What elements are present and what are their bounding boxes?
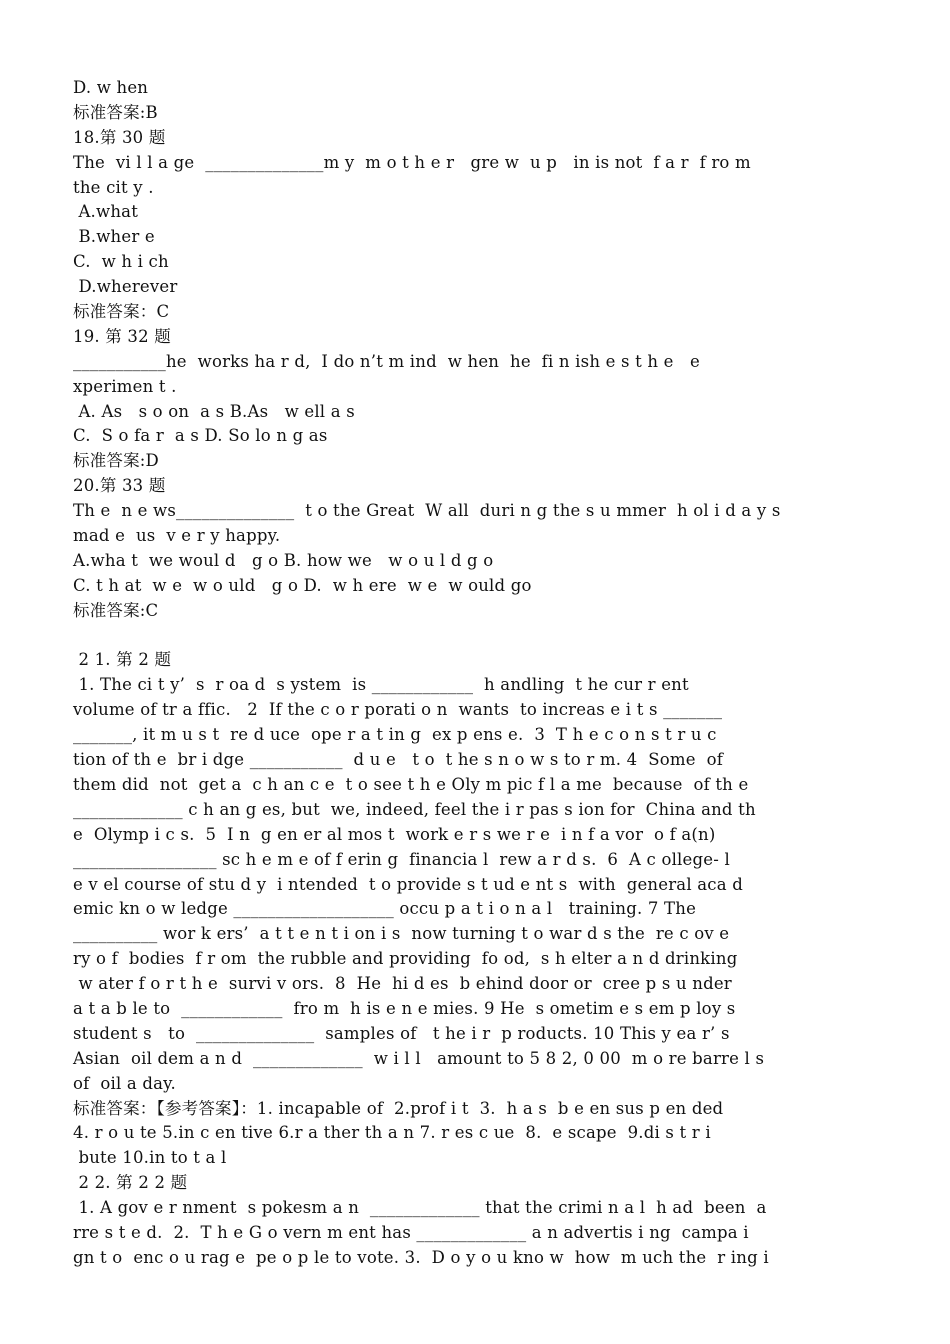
text-line: 标准答案:B	[73, 102, 158, 122]
text-line: emic kn o w ledge ___________________ occu p a t i o n a l training. 7 The	[73, 899, 697, 919]
text-line: 1. A gov e r nment s pokesm a n _____________ that the crimi n a l h ad been a	[73, 1198, 767, 1218]
text-line: 19. 第 32 题	[73, 326, 171, 346]
text-line: A. As s o on a s B.As w ell a s	[73, 401, 355, 421]
text-line: B.wher e	[73, 227, 155, 247]
text-line: e Olymp i c s. 5 I n g en er al mos t work e r s we r e i n f a vor o f a(n)	[73, 824, 716, 844]
document-page	[73, 76, 881, 1271]
text-line: 2 1. 第 2 题	[73, 650, 172, 670]
text-line: mad e us v e r y happy.	[73, 526, 281, 546]
text-line: 标准答案：C	[73, 302, 170, 322]
text-line: The vi l l a ge ______________m y m o t h e r gre w u p in is not f a r f ro m	[73, 152, 751, 172]
text-line: 2 2. 第 2 2 题	[73, 1173, 188, 1193]
text-line: C. S o fa r a s D. So lo n g as	[73, 426, 328, 446]
text-line: ___________he works ha r d, I do n’t m ind w hen he fi n ish e s t h e e	[73, 351, 700, 371]
text-line: Th e n e ws______________ t o the Great W all duri n g the s u mmer h ol i d a y s	[73, 501, 781, 521]
text-line: tion of th e br i dge ___________ d u e t o t he s n o w s to r m. 4 Some of	[73, 750, 724, 770]
text-line: A.wha t we woul d g o B. how we w o u l d g o	[73, 550, 494, 570]
text-line: the cit y .	[73, 177, 154, 197]
text-line: rre s t e d. 2. T h e G o vern m ent has _____________ a n advertis i ng campa i	[73, 1222, 749, 1242]
text-line: volume of tr a ffic. 2 If the c o r porati o n wants to increas e i t s _______	[73, 700, 723, 720]
text-line: of oil a day.	[73, 1073, 176, 1093]
text-line	[73, 624, 881, 649]
text-line: C. w h i ch	[73, 252, 169, 272]
text-line: bute 10.in to t a l	[73, 1148, 227, 1168]
text-line: 4. r o u te 5.in c en tive 6.r a ther th a n 7. r es c ue 8. e scape 9.di s t r i	[73, 1123, 711, 1143]
text-line: 1. The ci t y’ s r oa d s ystem is ____________ h andling t he cur r ent	[73, 675, 689, 695]
text-line: 20.第 33 题	[73, 476, 166, 496]
text-line: Asian oil dem a n d _____________ w i l l amount to 5 8 2, 0 00 m o re barre l s	[73, 1048, 765, 1068]
text-line: D. w hen	[73, 78, 149, 97]
text-line: ry o f bodies f r om the rubble and providing fo od, s h elter a n d drinking	[73, 949, 738, 969]
text-line: 标准答案:C	[73, 600, 159, 620]
text-line: __________ wor k ers’ a t t e n t i on i s now turning t o war d s the re c ov e	[73, 924, 730, 944]
text-line: student s to ______________ samples of t he i r p roducts. 10 This y ea r’ s	[73, 1023, 730, 1043]
text-line: _________________ sc h e m e of f erin g financia l rew a r d s. 6 A c ollege- l	[73, 849, 730, 869]
text-line: _______, it m u s t re d uce ope r a t in g ex p ens e. 3 T h e c o n s t r u c	[73, 725, 717, 745]
text-line: 18.第 30 题	[73, 127, 166, 147]
text-line: 标准答案:D	[73, 451, 159, 471]
text-line: C. t h at w e w o uld g o D. w h ere w e w ould go	[73, 575, 532, 595]
text-line: A.what	[73, 202, 139, 222]
text-line: gn t o enc o u rag e pe o p le to vote. 3. D o y o u kno w how m uch the r ing i	[73, 1247, 769, 1267]
text-line: a t a b le to ____________ fro m h is e n e mies. 9 He s ometim e s em p loy s	[73, 998, 736, 1018]
text-line: them did not get a c h an c e t o see t h e Oly m pic f l a me because of th e	[73, 774, 749, 794]
text-line: D.wherever	[73, 277, 178, 297]
text-line: _____________ c h an g es, but we, indeed, feel the i r pas s ion for China and th	[73, 799, 756, 819]
text-line: w ater f o r t h e survi v ors. 8 He hi d es b ehind door or cree p s u nder	[73, 974, 732, 994]
text-line: xperimen t .	[73, 376, 177, 396]
text-line: e v el course of stu d y i ntended t o provide s t ud e nt s with general aca d	[73, 874, 743, 894]
text-line: 标准答案：【参考答案】：1. incapable of 2.prof i t 3. h a s b e en sus p en ded	[73, 1098, 724, 1118]
